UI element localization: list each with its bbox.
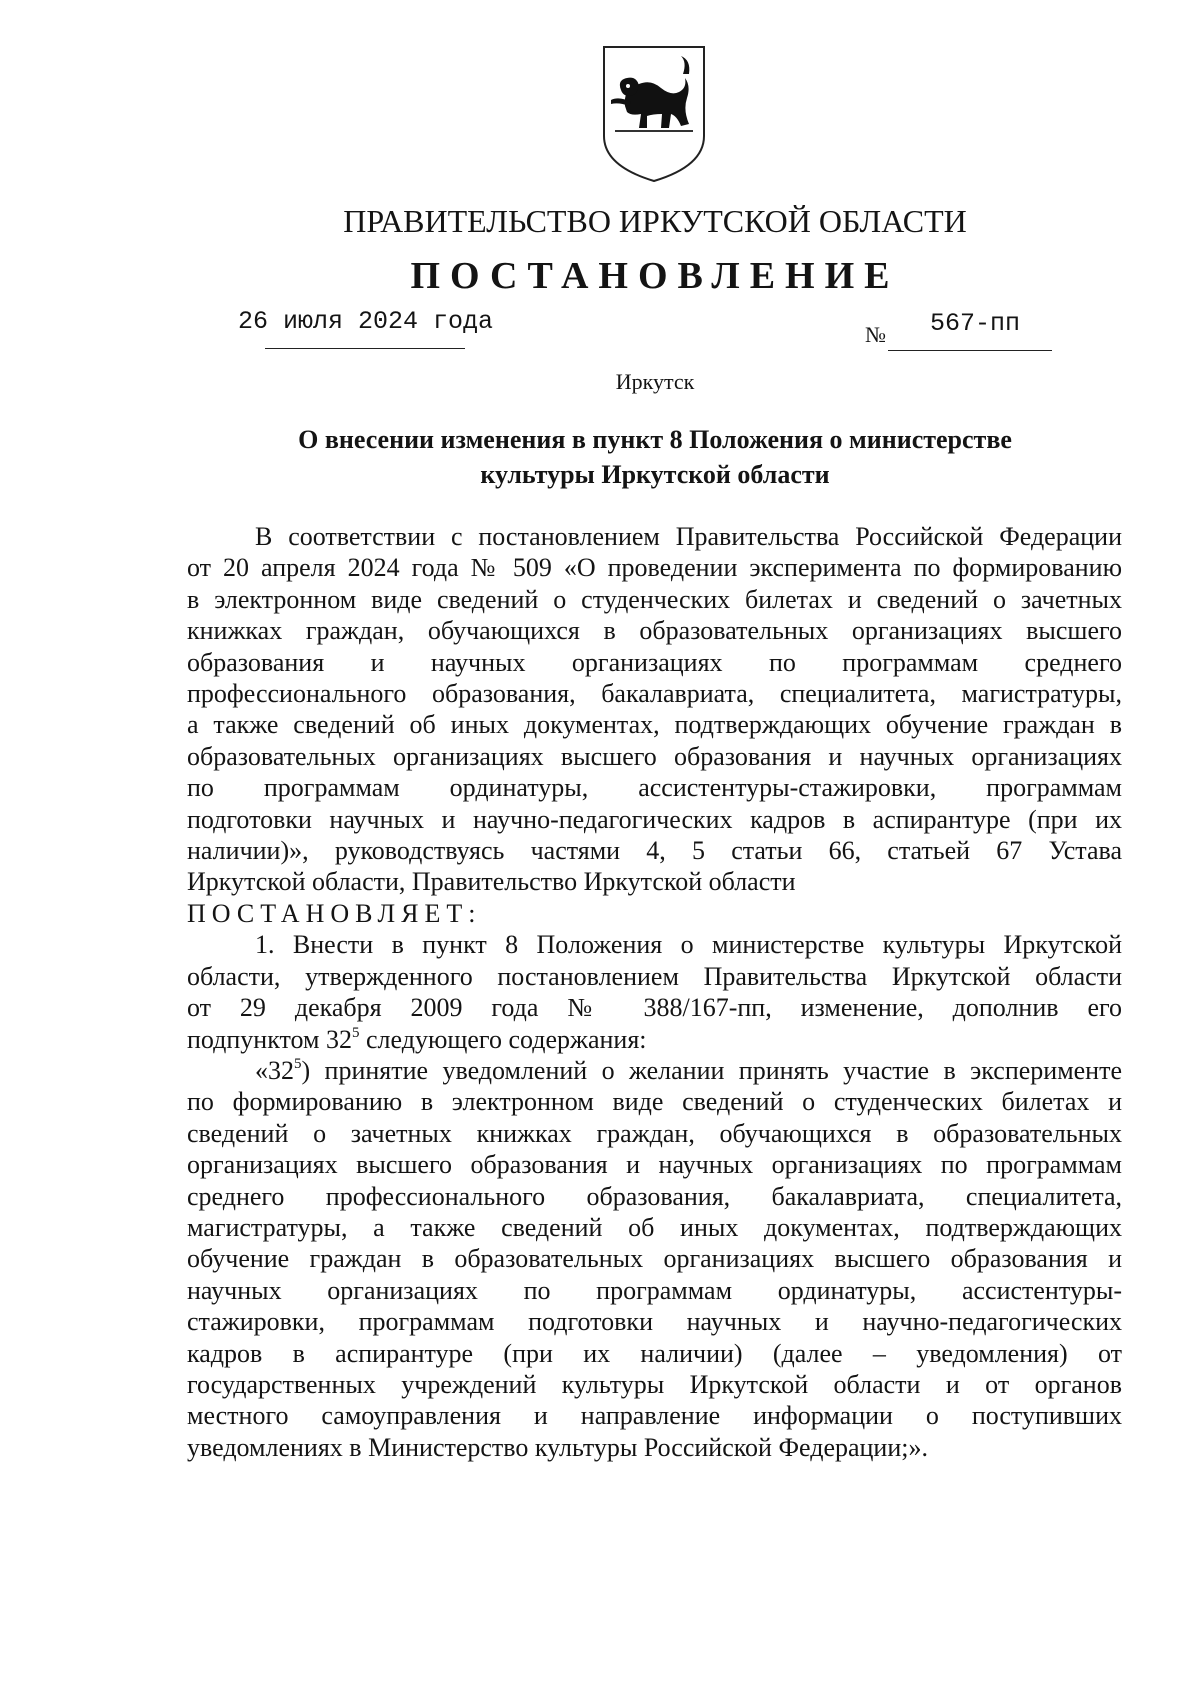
- text-line: книжках граждан, обучающихся в образовательных организациях высшего: [187, 616, 1122, 646]
- resolves-word: ПОСТАНОВЛЯЕТ:: [187, 898, 482, 928]
- title-line: О внесении изменения в пункт 8 Положения о министерстве: [298, 425, 1012, 454]
- text-line: 1. Внести в пункт 8 Положения о министерстве культуры Иркутской: [255, 930, 1122, 960]
- text-line: по программам ординатуры, ассистентуры-стажировки, программам: [187, 773, 1122, 803]
- text-line: от 20 апреля 2024 года № 509 «О проведении эксперимента по формированию: [187, 553, 1122, 583]
- text-line: по формированию в электронном виде сведений о студенческих билетах и: [187, 1087, 1122, 1117]
- quote-ref: «32: [255, 1055, 294, 1085]
- text-line: [187, 1024, 1122, 1055]
- text-line: среднего профессионального образования, бакалавриата, специалитета,: [187, 1181, 1122, 1211]
- government-name: ПРАВИТЕЛЬСТВО ИРКУТСКОЙ ОБЛАСТИ: [343, 203, 967, 239]
- decree-type: ПОСТАНОВЛЕНИЕ: [410, 255, 900, 297]
- date-underline: [265, 348, 465, 349]
- quote-paragraph: [187, 1055, 1122, 1463]
- text-line: магистратуры, а также сведений об иных документах, подтверждающих: [187, 1212, 1122, 1242]
- superscript: 5: [352, 1024, 360, 1041]
- point-1-paragraph: [187, 929, 1122, 1055]
- document-title: [200, 422, 1110, 492]
- text-line: государственных учреждений культуры Иркутской области и от органов: [187, 1369, 1122, 1399]
- text-line: подготовки научных и научно-педагогических кадров в аспирантуре (при их: [187, 804, 1122, 834]
- text-line: образовательных организациях высшего образования и научных организациях: [187, 741, 1122, 771]
- text-line: образования и научных организациях по программам среднего: [187, 647, 1122, 677]
- number-underline: [888, 350, 1052, 351]
- text-line: сведений о зачетных книжках граждан, обучающихся в образовательных: [187, 1118, 1122, 1148]
- text-line: профессионального образования, бакалавриата, специалитета, магистратуры,: [187, 679, 1122, 709]
- subpoint-ref: подпунктом 32: [187, 1024, 352, 1054]
- document-body: [187, 521, 1122, 1463]
- text-line: уведомлениях в Министерство культуры Российской Федерации;».: [187, 1432, 928, 1462]
- text-line: стажировки, программам подготовки научных и научно-педагогических: [187, 1307, 1122, 1337]
- number-sign: №: [865, 322, 886, 347]
- coat-of-arms-icon: [601, 44, 707, 184]
- preamble-paragraph: [187, 521, 1122, 929]
- text-line: наличии)», руководствуясь частями 4, 5 статьи 66, статьей 67 Устава: [187, 836, 1122, 866]
- text-line: [187, 1055, 1122, 1086]
- decree-number: 567-пп: [930, 309, 1021, 338]
- subpoint-suffix: следующего содержания:: [359, 1024, 647, 1054]
- text-line: В соответствии с постановлением Правительства Российской Федерации: [255, 522, 1122, 551]
- superscript: 5: [294, 1055, 302, 1072]
- text-line: обучение граждан в образовательных организациях высшего образования и: [187, 1244, 1122, 1274]
- text-line: а также сведений об иных документах, подтверждающих обучение граждан в: [187, 710, 1122, 740]
- quote-first-text: ) принятие уведомлений о желании принять участие в эксперименте: [301, 1055, 1122, 1085]
- title-line: культуры Иркутской области: [480, 460, 830, 489]
- text-line: от 29 декабря 2009 года № 388/167-пп, изменение, дополнив его: [187, 993, 1122, 1023]
- text-line: местного самоуправления и направление информации о поступивших: [187, 1401, 1122, 1431]
- text-line: в электронном виде сведений о студенческих билетах и сведений о зачетных: [187, 584, 1122, 614]
- city: Иркутск: [615, 369, 695, 394]
- text-line: организациях высшего образования и научных организациях по программам: [187, 1150, 1122, 1180]
- text-line: научных организациях по программам ординатуры, ассистентуры-: [187, 1275, 1122, 1305]
- text-line: кадров в аспирантуре (при их наличии) (далее – уведомления) от: [187, 1338, 1122, 1368]
- text-line: области, утвержденного постановлением Правительства Иркутской области: [187, 961, 1122, 991]
- text-line: Иркутской области, Правительство Иркутской области: [187, 867, 796, 897]
- decree-date: 26 июля 2024 года: [238, 307, 494, 336]
